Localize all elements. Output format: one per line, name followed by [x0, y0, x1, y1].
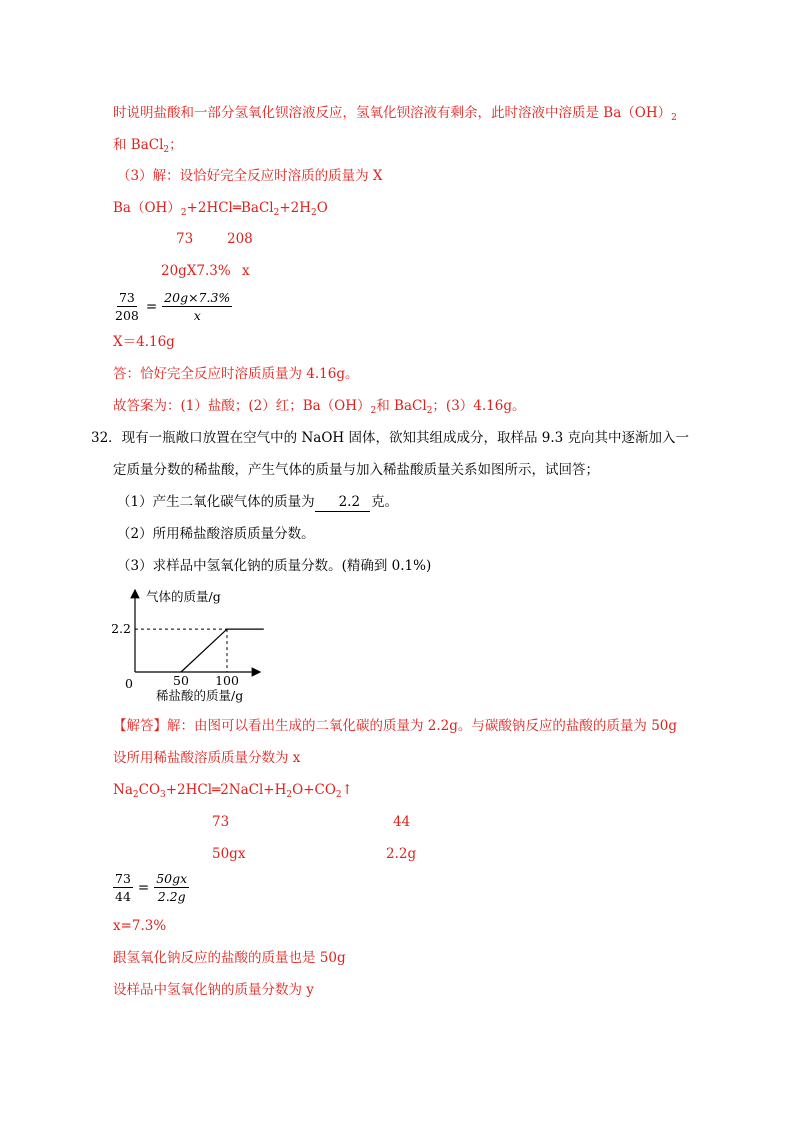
- solution-chemical-equation: $Na_2CO_3+2HCl═2NaCl+H_2O+CO_2↑$: [113, 782, 353, 800]
- x-tick-label-100: 100: [215, 673, 239, 688]
- prev-answer: 答：恰好完全反应时溶质质量为 4.16g。: [113, 366, 359, 382]
- prev-ratio-row-1-b: 208: [227, 231, 253, 247]
- series-line: [181, 629, 264, 672]
- prev-ratio-row-2-b: x: [242, 263, 250, 279]
- q32-sub-question-2: （2）所用稀盐酸溶质质量分数。: [117, 526, 315, 542]
- solution-ratio-row-1-a: 73: [212, 814, 230, 830]
- prev-chemical-equation: $Ba(OH)_2+2HCl═BaCl_2+2H_2O$: [113, 200, 328, 218]
- y-axis-label: 气体的质量/g: [146, 589, 221, 604]
- solution-line-4: 设样品中氢氧化钠的质量分数为 y: [113, 982, 314, 998]
- q32-sub-question-3: （3）求样品中氢氧化钠的质量分数。(精确到 0.1%): [117, 558, 432, 574]
- gas-mass-chart: [100, 584, 280, 708]
- solution-tag: 【解答】: [113, 718, 167, 734]
- q32-sub-question-1: （1）产生二氧化碳气体的质量为 2.2 克。: [117, 494, 399, 510]
- prev-fraction-left: $\frac{73}{208}$: [115, 290, 139, 323]
- origin-label: 0: [125, 676, 133, 691]
- q32-stem-line-2: 定质量分数的稀盐酸，产生气体的质量与加入稀盐酸质量关系如图所示，试回答；: [113, 462, 599, 478]
- x-tick-label-50: 50: [173, 673, 189, 688]
- solution-ratio-row-1-b: 44: [393, 814, 411, 830]
- solution-ratio-row-2-b: 2.2g: [386, 846, 417, 862]
- solution-result: x=7.3%: [113, 918, 167, 934]
- prev-final-answer: 故答案为：(1）盐酸；(2）红；$Ba(OH)_2$和 BaCl$_2$；(3）4.16g。: [113, 398, 526, 416]
- q32-stem-line-1: 32．现有一瓶敞口放置在空气中的 NaOH 固体，欲知其组成成分，取样品 9.3 克向其中逐渐加入一: [91, 430, 690, 446]
- prev-proportion-formula: $\frac{73}{208}$ = $\frac{20g\times 7.3\%}{x}$: [115, 290, 231, 323]
- solution-line-2: 设所用稀盐酸溶质质量分数为 x: [113, 750, 301, 766]
- solution-proportion-formula: $\frac{73}{44}$ = $\frac{50gx}{2.2g}$: [115, 871, 188, 904]
- prev-solution-setup: （3）解：设恰好完全反应时溶质的质量为 X: [117, 168, 383, 184]
- prev-result: X＝4.16g: [113, 334, 175, 350]
- q32-answer-blank: 2.2: [315, 493, 370, 512]
- solution-ratio-row-2-a: 50gx: [212, 846, 246, 862]
- prev-fraction-right: $\frac{20g\times 7.3\%}{x}$: [164, 290, 231, 323]
- prev-text-line-2: 和 BaCl$_2$；: [113, 137, 183, 155]
- prev-ratio-row-1-a: 73: [176, 231, 194, 247]
- solution-fraction-right: $\frac{50gx}{2.2g}$: [156, 871, 188, 904]
- solution-line-3: 跟氢氧化钠反应的盐酸的质量也是 50g: [113, 950, 346, 966]
- prev-text-line-1: 时说明盐酸和一部分氢氧化钡溶液反应，氢氧化钡溶液有剩余，此时溶液中溶质是 $Ba(OH)_2$: [113, 105, 677, 123]
- x-axis-label: 稀盐酸的质量/g: [156, 688, 244, 703]
- solution-line-1: 【解答】解：由图可以看出生成的二氧化碳的质量为 2.2g。与碳酸钠反应的盐酸的质量为 50g: [113, 718, 678, 734]
- y-tick-label-2.2: 2.2: [111, 621, 131, 637]
- prev-ratio-row-2-a: 20gX7.3%: [161, 263, 231, 279]
- solution-fraction-left: $\frac{73}{44}$: [115, 871, 131, 904]
